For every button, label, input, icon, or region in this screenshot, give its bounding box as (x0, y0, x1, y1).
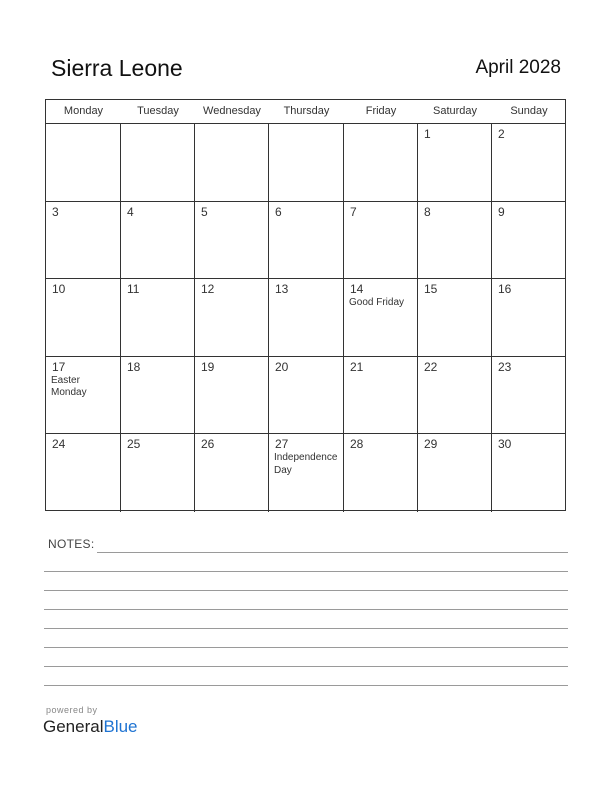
calendar-grid (45, 99, 566, 511)
note-line (44, 571, 568, 572)
day-cell-20 (269, 357, 344, 435)
day-number: 14 (350, 282, 364, 297)
day-number: 9 (498, 204, 505, 219)
note-line (44, 685, 568, 686)
day-number: 22 (424, 359, 438, 374)
day-number: 28 (350, 437, 364, 452)
day-cell-23 (492, 357, 566, 435)
day-cell-13 (269, 279, 344, 357)
day-cell-empty (46, 124, 121, 202)
day-cell-25 (121, 434, 195, 512)
day-number: 11 (127, 282, 140, 297)
day-number: 15 (424, 282, 438, 297)
day-number: 24 (52, 437, 66, 452)
day-cell-empty (344, 124, 418, 202)
weekday-tuesday: Tuesday (137, 105, 179, 117)
day-number: 17 (52, 359, 66, 374)
day-cell-30 (492, 434, 566, 512)
day-cell-18 (121, 357, 195, 435)
holiday-label: Independence Day (274, 452, 338, 476)
note-line (44, 666, 568, 667)
day-cell-26 (195, 434, 269, 512)
holiday-label: Good Friday (349, 297, 405, 309)
day-cell-17 (46, 357, 121, 435)
generalblue-logo (43, 717, 138, 737)
day-cell-24 (46, 434, 121, 512)
note-line (97, 552, 568, 553)
day-cell-27 (269, 434, 344, 512)
day-number: 13 (275, 282, 289, 297)
day-number: 6 (275, 204, 282, 219)
day-number: 26 (201, 437, 215, 452)
day-cell-9 (492, 202, 566, 280)
day-cell-6 (269, 202, 344, 280)
month-title: April 2028 (475, 57, 561, 78)
day-number: 10 (52, 282, 66, 297)
day-cell-11 (121, 279, 195, 357)
day-cell-2 (492, 124, 566, 202)
day-number: 20 (275, 359, 289, 374)
day-number: 7 (350, 204, 357, 219)
day-cell-empty (121, 124, 195, 202)
day-cell-8 (418, 202, 492, 280)
day-number: 19 (201, 359, 215, 374)
day-cell-empty (195, 124, 269, 202)
day-cell-16 (492, 279, 566, 357)
weekday-wednesday: Wednesday (203, 105, 261, 117)
brand-general: General (43, 717, 104, 736)
day-number: 27 (275, 437, 289, 452)
day-number: 30 (498, 437, 512, 452)
note-line (44, 590, 568, 591)
weekday-friday: Friday (365, 105, 397, 117)
day-number: 3 (52, 204, 59, 219)
day-cell-28 (344, 434, 418, 512)
day-cell-22 (418, 357, 492, 435)
day-cell-19 (195, 357, 269, 435)
day-number: 2 (498, 127, 505, 141)
day-number: 16 (498, 282, 512, 297)
day-number: 5 (201, 204, 208, 219)
notes-label: NOTES: (48, 537, 95, 551)
weekday-header-row (46, 100, 565, 124)
day-cell-29 (418, 434, 492, 512)
day-cell-3 (46, 202, 121, 280)
day-number: 25 (127, 437, 141, 452)
brand-blue: Blue (103, 717, 138, 736)
day-number: 4 (127, 204, 134, 219)
day-number: 1 (424, 127, 431, 141)
note-line (44, 609, 568, 610)
weekday-monday: Monday (63, 105, 104, 117)
day-cell-10 (46, 279, 121, 357)
day-cell-5 (195, 202, 269, 280)
weekday-saturday: Saturday (432, 105, 478, 117)
weekday-sunday: Sunday (510, 105, 548, 117)
note-line (44, 628, 568, 629)
day-cell-12 (195, 279, 269, 357)
holiday-label: Easter Monday (51, 374, 87, 399)
weekday-thursday: Thursday (283, 105, 330, 117)
day-number: 18 (127, 359, 141, 374)
day-number: 12 (201, 282, 215, 297)
day-number: 29 (424, 437, 438, 452)
country-title: Sierra Leone (51, 55, 183, 81)
day-number: 8 (424, 204, 431, 219)
day-number: 21 (350, 359, 364, 374)
note-line (44, 647, 568, 648)
day-cell-15 (418, 279, 492, 357)
day-cell-21 (344, 357, 418, 435)
day-number: 23 (498, 359, 512, 374)
day-cell-4 (121, 202, 195, 280)
day-cell-empty (269, 124, 344, 202)
day-cell-1 (418, 124, 492, 202)
powered-by-text: powered by (46, 705, 98, 715)
day-cell-7 (344, 202, 418, 280)
day-cell-14 (344, 279, 418, 357)
